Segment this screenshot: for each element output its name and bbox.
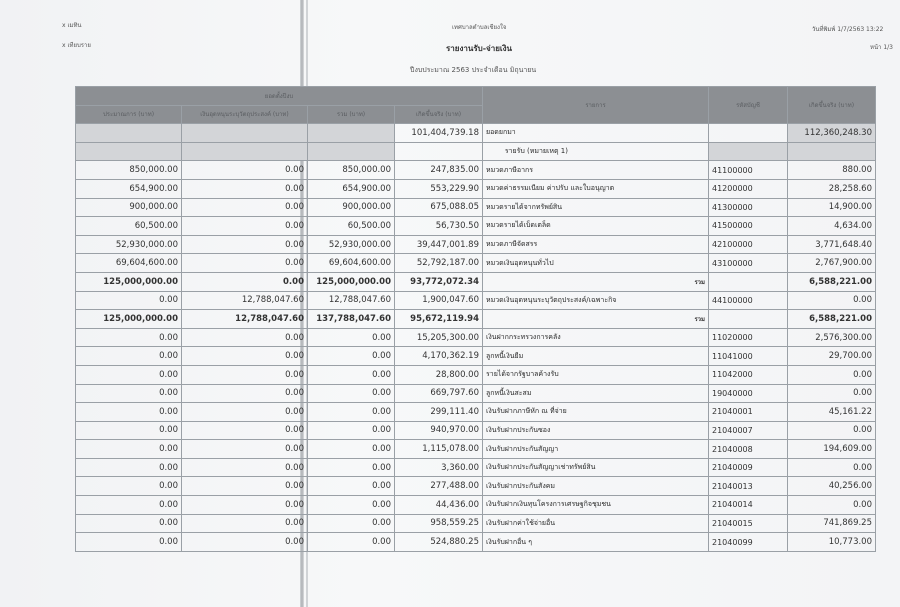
subsidy-cell: 12,788,047.60 [182,291,308,310]
actual-cell: 3,360.00 [395,458,483,477]
actual-cell: 15,205,300.00 [395,328,483,347]
actual-cell: 52,792,187.00 [395,254,483,273]
table-row [76,272,876,291]
actual-cell: 675,088.05 [395,198,483,217]
total-cell: 0.00 [308,533,395,552]
table-body [76,124,876,552]
month-actual-cell: 3,771,648.40 [788,235,876,254]
subsidy-cell: 0.00 [182,403,308,422]
account-code-cell: 41300000 [709,198,788,217]
month-actual-cell: 0.00 [788,458,876,477]
actual-cell: 28,800.00 [395,365,483,384]
table-row [76,235,876,254]
page-number: หน้า 1/3 [870,44,893,51]
total-cell: 0.00 [308,347,395,366]
actual-cell: 553,229.90 [395,179,483,198]
account-code-cell [709,142,788,161]
account-code-cell: 21040013 [709,477,788,496]
table-row [76,440,876,459]
item-name-cell: เงินรับฝากเงินทุนโครงการเศรษฐกิจชุมชน [483,496,709,515]
item-name-cell: หมวดเงินอุดหนุนทั่วไป [483,254,709,273]
estimate-cell: 52,930,000.00 [76,235,182,254]
total-cell: 0.00 [308,384,395,403]
account-code-cell: 42100000 [709,235,788,254]
table-row [76,496,876,515]
subsidy-cell: 0.00 [182,514,308,533]
col-item-header: รายการ [483,87,709,124]
account-code-cell: 41500000 [709,217,788,236]
month-actual-cell: 29,700.00 [788,347,876,366]
total-cell: 0.00 [308,440,395,459]
month-actual-cell: 880.00 [788,161,876,180]
estimate-cell: 0.00 [76,514,182,533]
estimate-cell: 0.00 [76,365,182,384]
estimate-cell [76,142,182,161]
actual-cell: 93,772,072.34 [395,272,483,291]
item-name-cell: หมวดภาษีอากร [483,161,709,180]
account-code-cell: 21040001 [709,403,788,422]
total-cell: 60,500.00 [308,217,395,236]
estimate-cell: 654,900.00 [76,179,182,198]
estimate-cell: 0.00 [76,458,182,477]
table-row [76,161,876,180]
subsidy-cell: 0.00 [182,272,308,291]
total-cell: 0.00 [308,328,395,347]
account-code-cell: 44100000 [709,291,788,310]
estimate-cell: 69,604,600.00 [76,254,182,273]
item-name-cell: หมวดภาษีจัดสรร [483,235,709,254]
account-code-cell: 11041000 [709,347,788,366]
col-subsidy-header: เงินอุดหนุนระบุวัตถุประสงค์ (บาท) [182,105,308,124]
item-name-cell: หมวดเงินอุดหนุนระบุวัตถุประสงค์/เฉพาะกิจ [483,291,709,310]
actual-cell: 958,559.25 [395,514,483,533]
subsidy-cell: 12,788,047.60 [182,310,308,329]
actual-cell: 277,488.00 [395,477,483,496]
org-name: เทศบาลตำบลเชียงใจ [452,24,507,31]
month-actual-cell: 0.00 [788,365,876,384]
estimate-cell: 0.00 [76,328,182,347]
subsidy-cell: 0.00 [182,421,308,440]
table-row [76,179,876,198]
subsidy-cell: 0.00 [182,198,308,217]
subsidy-cell: 0.00 [182,161,308,180]
subsidy-cell: 0.00 [182,440,308,459]
estimate-cell: 850,000.00 [76,161,182,180]
estimate-cell: 0.00 [76,533,182,552]
table-row [76,254,876,273]
table-row [76,514,876,533]
account-code-cell: 21040007 [709,421,788,440]
actual-cell: 524,880.25 [395,533,483,552]
table-row [76,533,876,552]
table-row [76,477,876,496]
table-row [76,310,876,329]
item-name-cell: ลูกหนี้เงินยืม [483,347,709,366]
account-code-cell [709,310,788,329]
actual-cell: 940,970.00 [395,421,483,440]
total-cell: 52,930,000.00 [308,235,395,254]
month-actual-cell: 28,258.60 [788,179,876,198]
month-actual-cell: 6,588,221.00 [788,310,876,329]
total-cell: 0.00 [308,514,395,533]
account-code-cell: 11042000 [709,365,788,384]
total-cell: 12,788,047.60 [308,291,395,310]
actual-cell [395,142,483,161]
actual-cell: 101,404,739.18 [395,124,483,143]
subsidy-cell [182,124,308,143]
account-code-cell: 21040008 [709,440,788,459]
actual-cell: 299,111.40 [395,403,483,422]
month-actual-cell: 40,256.00 [788,477,876,496]
subsidy-cell [182,142,308,161]
month-actual-cell: 2,576,300.00 [788,328,876,347]
month-actual-cell: 45,161.22 [788,403,876,422]
estimate-cell: 0.00 [76,421,182,440]
month-actual-cell: 0.00 [788,496,876,515]
col-actual-header: เกิดขึ้นจริง (บาท) [395,105,483,124]
total-cell: 0.00 [308,421,395,440]
estimate-cell: 125,000,000.00 [76,272,182,291]
total-cell: 137,788,047.60 [308,310,395,329]
col-estimate-header: ประมาณการ (บาท) [76,105,182,124]
total-cell: 654,900.00 [308,179,395,198]
month-actual-cell [788,142,876,161]
account-code-cell: 41100000 [709,161,788,180]
account-code-cell [709,124,788,143]
item-name-cell: รวม [483,272,709,291]
table-row [76,458,876,477]
total-cell: 0.00 [308,365,395,384]
account-code-cell: 21040099 [709,533,788,552]
actual-cell: 247,835.00 [395,161,483,180]
item-name-cell: รายรับ (หมายเหตุ 1) [483,142,709,161]
subsidy-cell: 0.00 [182,179,308,198]
total-cell: 0.00 [308,477,395,496]
header-left-line1: x เมทิน [62,22,82,29]
estimate-cell: 900,000.00 [76,198,182,217]
actual-cell: 95,672,119.94 [395,310,483,329]
item-name-cell: หมวดรายได้จากทรัพย์สิน [483,198,709,217]
estimate-cell: 0.00 [76,291,182,310]
item-name-cell: เงินรับฝากภาษีหัก ณ ที่จ่าย [483,403,709,422]
item-name-cell: หมวดค่าธรรมเนียม ค่าปรับ และใบอนุญาต [483,179,709,198]
account-code-cell: 21040015 [709,514,788,533]
month-actual-cell: 0.00 [788,421,876,440]
item-name-cell: ลูกหนี้เงินสะสม [483,384,709,403]
report-subtitle: ปีงบประมาณ 2563 ประจำเดือน มิถุนายน [410,66,537,74]
item-name-cell: หมวดรายได้เบ็ดเตล็ด [483,217,709,236]
total-cell: 125,000,000.00 [308,272,395,291]
subsidy-cell: 0.00 [182,235,308,254]
subsidy-cell: 0.00 [182,533,308,552]
total-cell: 900,000.00 [308,198,395,217]
table-row [76,365,876,384]
item-name-cell: รายได้จากรัฐบาลค้างรับ [483,365,709,384]
month-actual-cell: 6,588,221.00 [788,272,876,291]
total-cell [308,142,395,161]
item-name-cell: เงินรับฝากอื่น ๆ [483,533,709,552]
estimate-cell: 125,000,000.00 [76,310,182,329]
item-name-cell: เงินรับฝากประกันสัญญาเช่าทรัพย์สิน [483,458,709,477]
subsidy-cell: 0.00 [182,347,308,366]
col-code-header: รหัสบัญชี [709,87,788,124]
subsidy-cell: 0.00 [182,328,308,347]
month-actual-cell: 0.00 [788,291,876,310]
item-name-cell: เงินฝากกระทรวงการคลัง [483,328,709,347]
item-name-cell: ยอดยกมา [483,124,709,143]
col-month-actual-header: เกิดขึ้นจริง (บาท) [788,87,876,124]
table-row [76,347,876,366]
revenue-expense-table [75,86,876,552]
table-row [76,403,876,422]
month-actual-cell: 4,634.00 [788,217,876,236]
actual-cell: 4,170,362.19 [395,347,483,366]
account-code-cell: 21040014 [709,496,788,515]
subsidy-cell: 0.00 [182,477,308,496]
month-actual-cell: 2,767,900.00 [788,254,876,273]
account-code-cell: 11020000 [709,328,788,347]
subsidy-cell: 0.00 [182,254,308,273]
item-name-cell: เงินรับฝากค่าใช้จ่ายอื่น [483,514,709,533]
item-name-cell: เงินรับฝากประกันซอง [483,421,709,440]
subsidy-cell: 0.00 [182,458,308,477]
estimate-cell: 0.00 [76,403,182,422]
estimate-cell: 0.00 [76,347,182,366]
item-name-cell: เงินรับฝากประกันสัญญา [483,440,709,459]
estimate-cell: 0.00 [76,496,182,515]
month-actual-cell: 112,360,248.30 [788,124,876,143]
total-cell: 0.00 [308,458,395,477]
estimate-cell [76,124,182,143]
item-name-cell: เงินรับฝากประกันสังคม [483,477,709,496]
subsidy-cell: 0.00 [182,384,308,403]
actual-cell: 1,115,078.00 [395,440,483,459]
budget-group-header: ยอดตั้งปีงบ [76,87,483,106]
table-row [76,198,876,217]
actual-cell: 39,447,001.89 [395,235,483,254]
actual-cell: 56,730.50 [395,217,483,236]
table-row [76,421,876,440]
month-actual-cell: 0.00 [788,384,876,403]
total-cell: 69,604,600.00 [308,254,395,273]
month-actual-cell: 14,900.00 [788,198,876,217]
subsidy-cell: 0.00 [182,217,308,236]
estimate-cell: 0.00 [76,440,182,459]
table-row [76,217,876,236]
account-code-cell: 19040000 [709,384,788,403]
account-code-cell [709,272,788,291]
total-cell: 850,000.00 [308,161,395,180]
subsidy-cell: 0.00 [182,496,308,515]
table-row [76,328,876,347]
total-cell [308,124,395,143]
account-code-cell: 43100000 [709,254,788,273]
total-cell: 0.00 [308,496,395,515]
month-actual-cell: 10,773.00 [788,533,876,552]
month-actual-cell: 194,609.00 [788,440,876,459]
actual-cell: 1,900,047.60 [395,291,483,310]
table-row [76,124,876,143]
estimate-cell: 0.00 [76,384,182,403]
subsidy-cell: 0.00 [182,365,308,384]
account-code-cell: 21040009 [709,458,788,477]
col-total-header: รวม (บาท) [308,105,395,124]
total-cell: 0.00 [308,403,395,422]
item-name-cell: รวม [483,310,709,329]
table-row [76,291,876,310]
estimate-cell: 60,500.00 [76,217,182,236]
report-title: รายงานรับ-จ่ายเงิน [446,44,513,53]
table-row [76,384,876,403]
actual-cell: 44,436.00 [395,496,483,515]
month-actual-cell: 741,869.25 [788,514,876,533]
table-row [76,142,876,161]
estimate-cell: 0.00 [76,477,182,496]
account-code-cell: 41200000 [709,179,788,198]
header-left-line2: x เทียบราย [62,42,91,49]
print-date: วันที่พิมพ์ 1/7/2563 13:22 [812,26,884,33]
actual-cell: 669,797.60 [395,384,483,403]
